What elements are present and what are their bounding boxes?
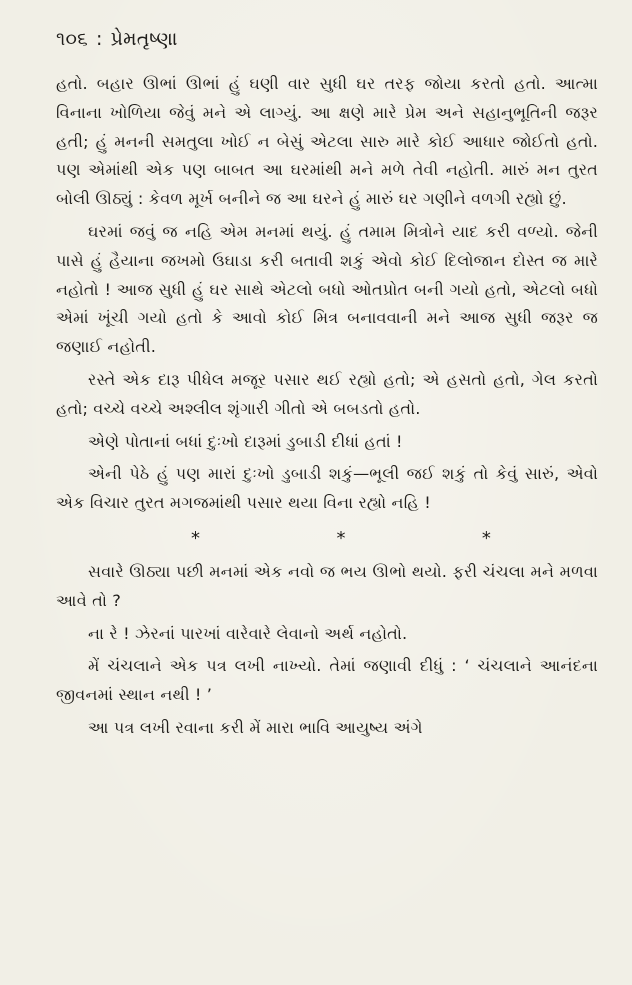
paragraph: આ પત્ર લખી રવાના કરી મેં મારા ભાવિ આયુષ્ય અંગે (88, 717, 423, 737)
paragraph: મેં ચંચલાને એક પત્ર લખી નાખ્યો. તેમાં જણાવી દીધું : ‘ ચંચલાને આનંદના જીવનમાં સ્થાન નથી ! ’ (56, 656, 598, 705)
section-break-star: * (481, 527, 491, 549)
running-header (56, 26, 598, 52)
section-break-star: * (336, 527, 346, 549)
page-number: ૧૦૬ (56, 28, 88, 50)
section-break-star: * (191, 527, 201, 549)
paragraph: એની પેઠે હું પણ મારાં દુઃખો ડુબાડી શકું—ભૂલી જઈ શકું તો કેવું સારું, એવો એક વિચાર તુરત મગજમાંથી પસાર થયા વિના રહ્યો નહિ ! (56, 464, 598, 513)
paragraph: ના રે ! ઝેરનાં પારખાં વારેવારે લેવાનો અર્થ નહોતો. (88, 623, 408, 643)
paragraph: સવારે ઊઠ્યા પછી મનમાં એક નવો જ ભય ઊભો થયો. ફરી ચંચલા મને મળવા આવે તો ? (56, 561, 598, 610)
paragraph: ઘરમાં જવું જ નહિ એમ મનમાં થયું. હું તમામ મિત્રોને યાદ કરી વળ્યો. જેની પાસે હું હૈયાના જખમો ઉઘાડા કરી બતાવી શકું એવો કોઈ દિલોજાન દોસ્ત જ મારે નહોતો ! આજ સુધી હું ઘર સાથે એટલો બધો ઓતપ્રોત બની ગયો હતો, એટલો બધો એમાં ખૂંચી ગયો હતો કે આવો કોઈ મિત્ર બનાવવાની મને આજ સુધી જરૂર જ જણાઈ નહોતી. (56, 221, 598, 357)
section-break (191, 528, 491, 550)
paragraph: હતો. બહાર ઊભાં ઊભાં હું ઘણી વાર સુધી ઘર તરફ જોયા કરતો હતો. આત્મા વિનાના ખોળિયા જેવું મને એ લાગ્યું. આ ક્ષણે મારે પ્રેમ અને સહાનુભૂતિની જરૂર હતી; હું મનની સમતુલા ખોઈ ન બેસું એટલા સારુ મારે કોઈ આધાર જોઈતો હતો. પણ એમાંથી એક પણ બાબત આ ઘરમાંથી મને મળે તેવી નહોતી. મારું મન તુરત બોલી ઊઠ્યું : કેવળ મૂર્ખ બનીને જ આ ઘરને હું મારું ઘર ગણીને વળગી રહ્યો છું. (56, 74, 598, 209)
running-title: પ્રેમતૃષ્ણા (110, 28, 178, 50)
paragraph: રસ્તે એક દારૂ પીધેલ મજૂર પસાર થઈ રહ્યો હતો; એ હસતો હતો, ગેલ કરતો હતો; વચ્ચે વચ્ચે અશ્લીલ શૃંગારી ગીતો એ બબડતો હતો. (56, 369, 598, 418)
header-separator: : (96, 28, 103, 50)
body-text (56, 70, 598, 743)
paragraph: એણે પોતાનાં બધાં દુઃખો દારૂમાં ડુબાડી દીધાં હતાં ! (88, 431, 403, 451)
